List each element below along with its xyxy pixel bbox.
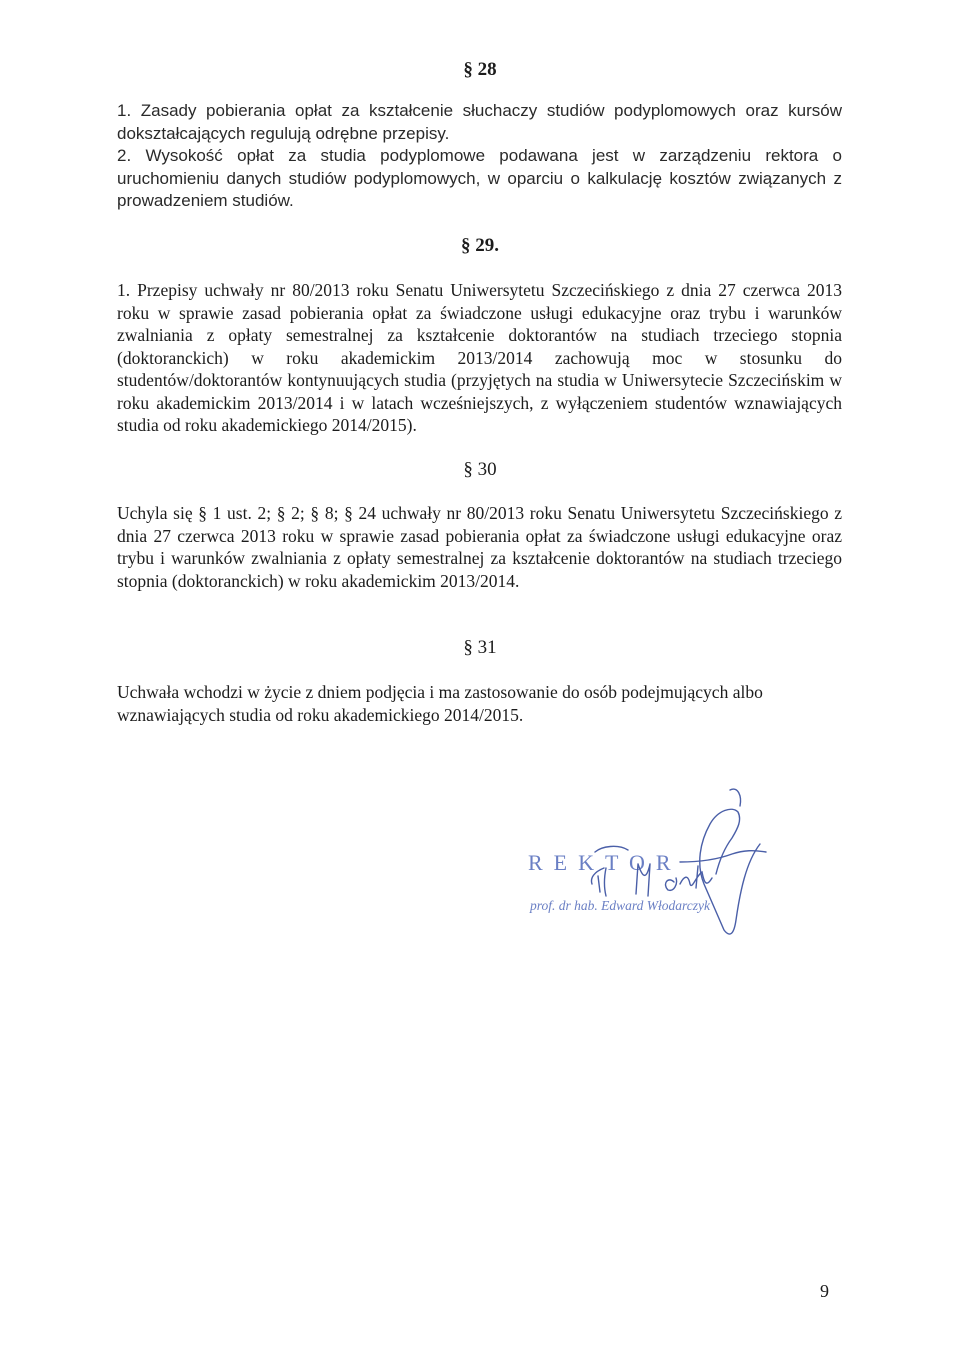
section-29-text: 1. Przepisy uchwały nr 80/2013 roku Senatu Uniwersytetu Szczecińskiego z dnia 27 czerwca 2013 roku w sprawie zasad pobierania opłat za świadczone usługi edukacyjne oraz trybu i warunków zwalniania z opłaty semestralnej za kształcenie doktorantów na studiach trzeciego stopnia (doktoranckich) w roku akademickim 2013/2014 zachowują moc w stosunku do studentów/doktorantów kontynuujących studia (przyjętych na studia w Uniwersytecie Szczecińskim w roku akademickim 2013/2014 i w latach wcześniejszych, z wyłączeniem studentów wznawiających studia od roku akademickiego 2014/2015). [117,280,842,435]
section-31-text: Uchwała wchodzi w życie z dniem podjęcia i ma zastosowanie do osób podejmujących albo wznawiających studia od roku akademickiego 2014/2015. [117,682,763,725]
section-31-heading: § 31 [463,637,497,658]
svg-text:prof. dr hab. Edward Włodarczy: prof. dr hab. Edward Włodarczyk [530,898,710,913]
section-30-heading: § 30 [463,459,497,480]
stamp-name [529,898,711,913]
section-29-heading: § 29. [461,235,499,256]
section-28-item-1: 1. Zasady pobierania opłat za kształcenie słuchaczy studiów podyplomowych oraz kursów dokształcających regulują odrębne przepisy. [117,101,842,143]
section-28-body [117,100,842,213]
rector-signature-stamp [520,780,770,960]
section-30-text: Uchyla się § 1 ust. 2; § 2; § 8; § 24 uchwały nr 80/2013 roku Senatu Uniwersytetu Szczecińskiego z dnia 27 czerwca 2013 roku w sprawie zasad pobierania opłat za świadczone usługi edukacyjne oraz trybu i warunków zwalniania z opłaty semestralnej za kształcenie doktorantów na studiach trzeciego stopnia (doktoranckich) w roku akademickim 2013/2014. [117,503,842,591]
svg-text:REKTOR: REKTOR [528,850,682,875]
section-28-item-2: 2. Wysokość opłat za studia podyplomowe podawana jest w zarządzeniu rektora o uruchomieniu danych studiów podyplomowych, w oparciu o kalkulację kosztów związanych z prowadzeniem studiów. [117,146,842,210]
section-28-heading: § 28 [463,59,497,80]
page-number: 9 [820,1281,829,1301]
